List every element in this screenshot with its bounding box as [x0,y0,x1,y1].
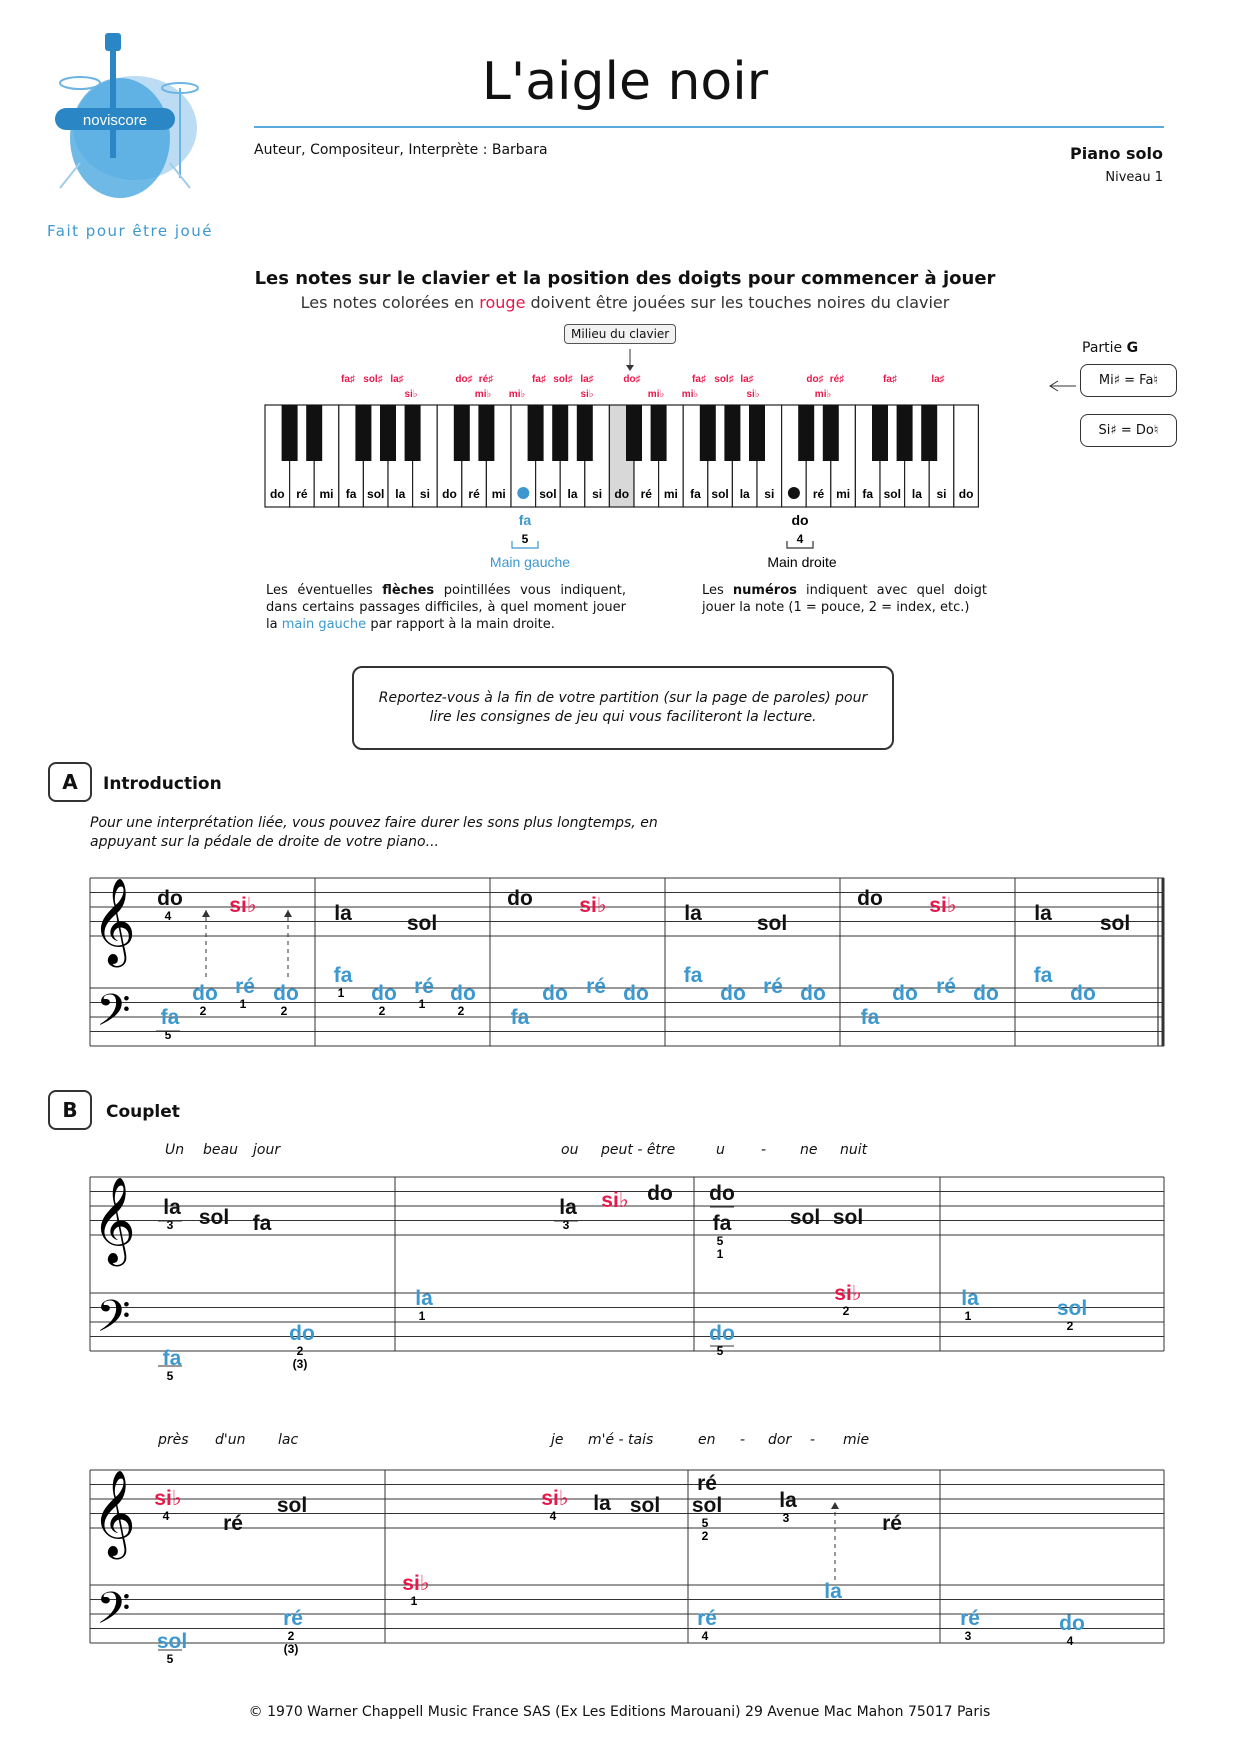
finger-number: 5 [716,1344,724,1358]
fingers-explanation: Les numéros indiquent avec quel doigt jouer la note (1 = pouce, 2 = index, etc.) [702,583,987,615]
white-key-label: la [567,487,578,501]
lyric-word: beau [203,1142,238,1158]
note-name: do [289,1322,315,1345]
note-name: fa [683,964,703,987]
note-name: ré [223,1512,243,1535]
note-name: sol [832,1206,864,1229]
copyright: © 1970 Warner Chappell Music France SAS (Ex Les Editions Marouani) 29 Avenue Mac Mahon 75017 Paris [248,1704,991,1720]
lyric-word: ou [561,1142,579,1158]
middle-keyboard-label: Milieu du clavier [564,324,676,344]
note-name: ré [586,975,606,998]
sharp-label: sol♯ [363,374,383,385]
sharp-label: ré♯ [829,374,845,385]
lyric-word: d'un [215,1432,246,1448]
white-key-label: mi [491,487,506,501]
note-name: la [684,902,702,925]
sharp-label: fa♯ [341,374,355,385]
finger-number: 1 [337,986,345,1000]
finger-number: 2 [378,1004,386,1018]
white-key-label: do [958,487,974,501]
note-name: la [593,1492,611,1515]
lyric-word: ne [800,1142,818,1158]
finger-number: 4 [164,909,172,923]
sharp-label: la♯ [390,374,404,385]
flat-label: si♭ [580,389,594,400]
flat-label: mi♭ [814,389,832,400]
note-name: fa [160,1006,180,1029]
svg-text:5: 5 [521,532,529,546]
note-name: fa [1033,964,1053,987]
tagline: Fait pour être joué [47,222,213,240]
white-key-label: sol [883,487,901,501]
section-a-title: Introduction [103,774,222,794]
finger-number: 4 [1066,1634,1074,1648]
finger-number: 5 [166,1652,174,1666]
white-key-label: mi [319,487,334,501]
finger-number: 4 [701,1629,709,1643]
finger-number: 1 [716,1247,724,1261]
note-name: do [192,982,218,1005]
note-name: sol [198,1206,230,1229]
finger-number: 3 [964,1629,972,1643]
note-name: la [334,902,352,925]
sharp-label: do♯ [455,374,473,385]
note-name: do [892,982,918,1005]
lyric-word: - [810,1432,816,1448]
finger-number: 2 [280,1004,288,1018]
white-key-label: do [269,487,285,501]
note-name: fa [860,1006,880,1029]
finger-number: 4 [162,1509,170,1523]
white-key-label: do [442,487,457,501]
flat-label: si♭ [404,389,418,400]
arrows-explanation: Les éventuelles flèches pointillées vous indiquent, dans certains passages difficiles, à quel moment jouer la main gauche par rapport à la main droite. [266,583,626,632]
finger-number: 1 [418,1309,426,1323]
white-key-label: do [614,487,630,501]
note-name: do [371,982,397,1005]
note-name: do [450,982,476,1005]
note-name: do [1070,982,1096,1005]
note-name: do [507,887,533,910]
lyric-word: m'é - tais [588,1432,654,1448]
sharp-label: la♯ [580,374,594,385]
note-name: do [709,1322,735,1345]
finger-number: 1 [418,997,426,1011]
note-name: do [800,982,826,1005]
lyric-word: u [716,1142,725,1158]
finger-number: 1 [410,1594,418,1608]
finger-number: 1 [964,1309,972,1323]
note-name: la [824,1580,842,1603]
note-name: la [961,1287,979,1310]
white-key-label: fa [862,487,874,501]
sharp-label: fa♯ [532,374,546,385]
white-key-label: ré [640,487,652,501]
author-line: Auteur, Compositeur, Interprète : Barbara [254,142,548,158]
white-key-label: mi [663,487,678,501]
note-name: ré [763,975,783,998]
arrow-head [284,910,292,917]
note-name: sol [691,1494,723,1517]
white-key-label: la [739,487,750,501]
svg-text:fa: fa [518,512,532,528]
note-name: sol [156,1630,188,1653]
note-name: ré [235,975,255,998]
flat-label: mi♭ [508,389,526,400]
enharmonic-box-1: Mi♯ = Fa♮ [1080,364,1177,397]
svg-text:4: 4 [796,532,804,546]
lyric-word: - [761,1142,767,1158]
note-name: sol [276,1494,308,1517]
treble-clef-icon: 𝄞 [92,1178,136,1261]
note-name: ré [697,1607,717,1630]
sharp-label: la♯ [740,374,754,385]
note-name: si♭ [579,894,607,917]
sharp-label: fa♯ [692,374,706,385]
note-name: fa [510,1006,530,1029]
note-name: do [273,982,299,1005]
finger-number: 2 [287,1629,295,1643]
finger-number: 2 [701,1529,709,1543]
lyric-word: près [158,1432,189,1448]
note-name: fa [712,1212,732,1235]
svg-text:Main gauche: Main gauche [489,554,571,570]
lyric-word: en [698,1432,716,1448]
sharp-label: la♯ [931,374,945,385]
treble-clef-icon: 𝄞 [92,879,136,962]
white-key-label: sol [367,487,385,501]
finger-number: 2 [199,1004,207,1018]
lyric-word: jour [253,1142,281,1158]
sharp-label: sol♯ [714,374,734,385]
note-name: si♭ [601,1189,629,1212]
note-name: ré [283,1607,303,1630]
arrow-head [202,910,210,917]
note-name: sol [629,1494,661,1517]
finger-number: 2 [842,1304,850,1318]
white-key-label: si [764,487,775,501]
note-name: la [415,1287,433,1310]
section-b-title: Couplet [106,1102,180,1122]
note-name: la [1034,902,1052,925]
note-name: do [157,887,183,910]
white-key-label: ré [468,487,480,501]
svg-text:do: do [791,512,809,528]
lyric-word: Un [165,1142,185,1158]
finger-number: 2 [457,1004,465,1018]
treble-clef-icon: 𝄞 [92,1471,136,1554]
finger-number: 5 [164,1028,172,1042]
page-title: L'aigle noir [481,52,769,112]
lyric-word: je [551,1432,564,1448]
note-name: si♭ [229,894,257,917]
note-name: do [857,887,883,910]
lyric-word: nuit [840,1142,868,1158]
arrow-head [831,1502,839,1509]
keyboard-subheading: Les notes colorées en rouge doivent être jouées sur les touches noires du clavier [300,293,950,312]
note-name: ré [697,1472,717,1495]
note-name: fa [252,1212,272,1235]
note-name: ré [882,1512,902,1535]
bass-clef-icon: 𝄢 [96,1584,131,1644]
sharp-label: do♯ [806,374,824,385]
flat-label: mi♭ [647,389,665,400]
note-name: do [542,982,568,1005]
note-name: ré [936,975,956,998]
reminder-text: Reportez-vous à la fin de votre partition (sur la page de paroles) pour lire les consignes de jeu qui vous faciliteront la lecture. [378,690,868,725]
bass-clef-icon: 𝄢 [96,1292,131,1352]
lyric-word: - [740,1432,746,1448]
note-name: la [779,1489,797,1512]
section-b-badge: B [48,1090,92,1130]
sharp-label: fa♯ [883,374,897,385]
sharp-label: sol♯ [553,374,573,385]
white-key-label: la [911,487,922,501]
finger-number: 2 [296,1344,304,1358]
pedal-note: Pour une interprétation liée, vous pouvez faire durer les sons plus longtemps, en appuyant sur la pédale de droite de votre piano... [90,815,658,850]
note-name: do [1059,1612,1085,1635]
svg-text:noviscore: noviscore [82,112,148,129]
finger-number: 3 [562,1218,570,1232]
svg-text:Main droite: Main droite [767,554,837,570]
enharmonic-box-2: Si♯ = Do♮ [1080,414,1177,447]
note-name: sol [1099,912,1131,935]
finger-number: 2 [1066,1319,1074,1333]
finger-number: (3) [283,1642,299,1656]
white-key-label: si [592,487,603,501]
note-name: do [720,982,746,1005]
finger-number: 3 [782,1511,790,1525]
note-name: do [973,982,999,1005]
partie-label: Partie G [1082,340,1139,356]
note-name: si♭ [541,1487,569,1510]
note-name: la [559,1196,577,1219]
finger-number: 3 [166,1218,174,1232]
section-a-badge: A [48,762,92,802]
lyric-word: lac [278,1432,299,1448]
lyric-word: dor [768,1432,792,1448]
white-key-label: fa [345,487,357,501]
level: Niveau 1 [1105,170,1163,185]
white-key-label: si [419,487,430,501]
note-name: sol [789,1206,821,1229]
white-key-label: sol [711,487,729,501]
flat-label: mi♭ [474,389,492,400]
note-name: si♭ [834,1282,862,1305]
sharp-label: ré♯ [478,374,494,385]
finger-number: 5 [716,1234,724,1248]
sharp-label: do♯ [623,374,641,385]
white-key-label: ré [812,487,825,501]
white-key-label: mi [836,487,851,501]
flat-label: mi♭ [681,389,699,400]
note-name: fa [333,964,353,987]
note-name: la [163,1196,181,1219]
finger-number: 4 [549,1509,557,1523]
finger-number: 1 [239,997,247,1011]
note-name: do [647,1182,673,1205]
note-name: do [623,982,649,1005]
note-name: ré [960,1607,980,1630]
lyric-word: mie [843,1432,870,1448]
white-key-label: si [936,487,947,501]
note-name: fa [162,1347,182,1370]
flat-label: si♭ [746,389,760,400]
bass-clef-icon: 𝄢 [96,986,131,1046]
finger-number: (3) [292,1357,308,1371]
keyboard-heading: Les notes sur le clavier et la position des doigts pour commencer à jouer [254,268,996,289]
finger-number: 5 [701,1516,709,1530]
white-key-label: la [395,487,406,501]
note-name: si♭ [402,1572,430,1595]
note-name: do [709,1182,735,1205]
white-key-label: fa [690,487,701,501]
white-key-label: sol [539,487,557,501]
note-name: si♭ [154,1487,182,1510]
finger-number: 5 [166,1369,174,1383]
note-name: sol [406,912,438,935]
instrument: Piano solo [1070,144,1163,163]
white-key-label: ré [296,487,308,501]
note-name: sol [1056,1297,1088,1320]
lyric-word: peut - être [601,1142,676,1158]
note-name: sol [756,912,788,935]
note-name: ré [414,975,434,998]
note-name: si♭ [929,894,957,917]
